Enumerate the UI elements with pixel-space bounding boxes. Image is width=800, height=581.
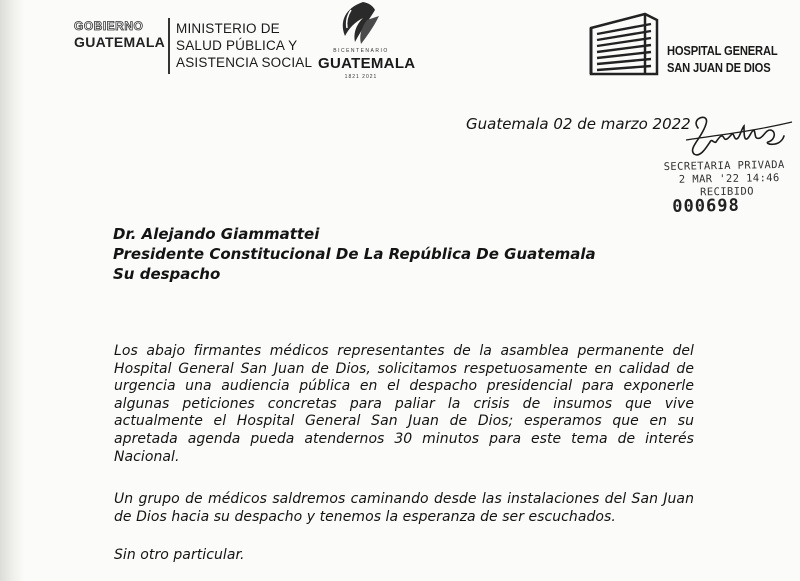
handwritten-signature xyxy=(680,108,800,163)
header-divider xyxy=(168,18,170,74)
hospital-name xyxy=(667,42,778,76)
bicentenario-years: 1821 2021 xyxy=(344,74,378,80)
bicentenario-emblem-icon xyxy=(315,0,405,50)
stamp-number: 000698 xyxy=(672,195,740,217)
body-paragraph-2: Un grupo de médicos saldremos caminando desde las instalaciones del San Juan de Dios hacia su despacho y tenemos la esperanza de ser escuchados. xyxy=(114,491,694,525)
stamp-office: SECRETARIA PRIVADA xyxy=(663,158,785,174)
ministry-name xyxy=(176,20,312,71)
hospital-building-icon xyxy=(585,10,665,80)
ministry-line-2: SALUD PÚBLICA Y xyxy=(176,38,298,53)
addressee-name: Dr. Alejando Giammattei xyxy=(113,225,320,243)
bicentenario-guatemala: GUATEMALA xyxy=(318,55,416,72)
ministry-line-3: ASISTENCIA SOCIAL xyxy=(176,55,313,70)
gobierno-logo xyxy=(74,20,165,49)
received-stamp xyxy=(660,158,786,217)
page-edge-shadow xyxy=(0,0,24,581)
closing-line: Sin otro particular. xyxy=(114,547,245,563)
stamp-datetime: 2 MAR '22 14:46 xyxy=(678,172,780,186)
addressee-block xyxy=(113,224,596,284)
hospital-line-1: HOSPITAL GENERAL xyxy=(667,43,778,58)
gobierno-label: GOBIERNO xyxy=(74,19,144,33)
bicentenario-logo xyxy=(318,48,416,80)
bicentenario-label: BICENTENARIO xyxy=(333,48,389,54)
addressee-office: Su despacho xyxy=(113,265,221,283)
letter-date: Guatemala 02 de marzo 2022 xyxy=(466,115,691,133)
ministry-line-1: MINISTERIO DE xyxy=(176,21,280,36)
stamp-received: RECIBIDO xyxy=(699,185,754,199)
addressee-title: Presidente Constitucional De La República De Guatemala xyxy=(113,245,596,263)
hospital-line-2: SAN JUAN DE DIOS xyxy=(667,60,771,75)
guatemala-label: GUATEMALA xyxy=(74,34,166,50)
body-paragraph-1: Los abajo firmantes médicos representantes de la asamblea permanente del Hospital General San Juan de Dios, solicitamos respetuosamente en calidad de urgencia una audiencia pública en el despacho presidencial para exponerle algunas peticiones concretas para paliar la crisis de insumos que vive actualmente el Hospital General San Juan de Dios; esperamos que en su apretada agenda pueda atendernos 30 minutos para este tema de interés Nacional. xyxy=(114,343,694,465)
